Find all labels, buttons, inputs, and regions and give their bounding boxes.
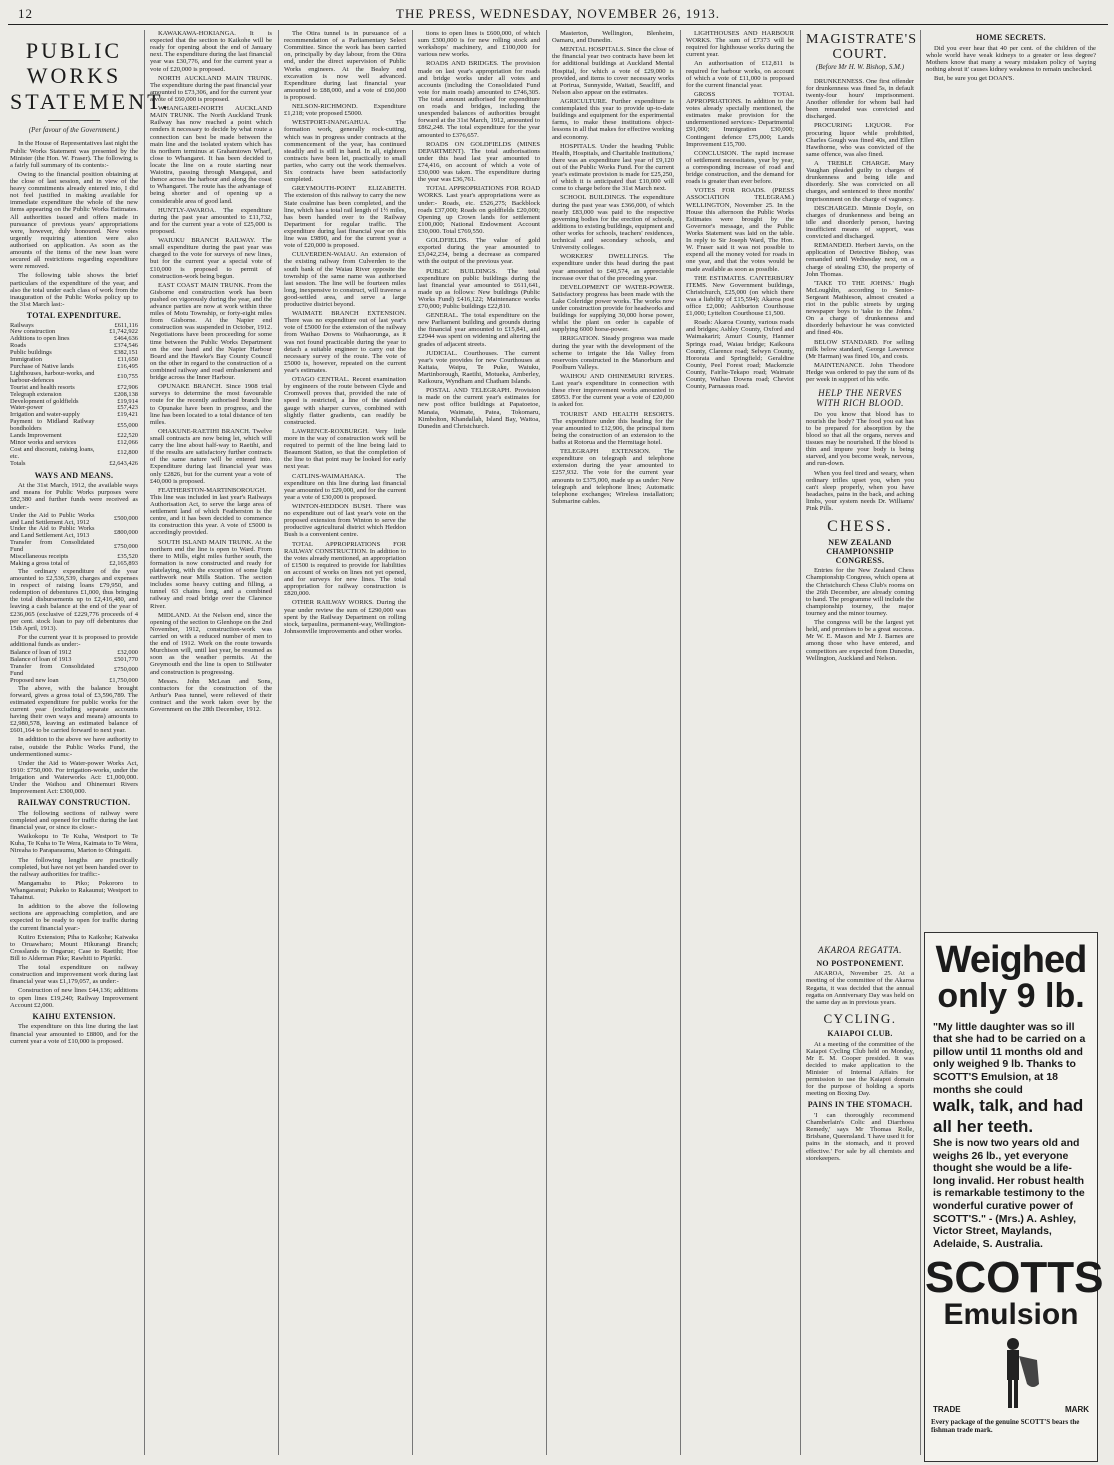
expenditure-table bbox=[10, 323, 138, 468]
paragraph: OTHER RAILWAY WORKS. During the year under review the sum of £290,000 was spent by the Railway Department on rolling stock, tarpaulins, permanent-way, Wellington-Johnsonville improvements and other works. bbox=[284, 599, 406, 635]
section-heading: HOME SECRETS. bbox=[976, 33, 1046, 42]
funds-table bbox=[10, 650, 138, 685]
paragraph: IRRIGATION. Steady progress was made during the year with the development of the scheme to irrigate the Ida Valley from reservoirs constructed in the Manorburn and Poolburn Valleys. bbox=[552, 335, 674, 371]
paragraph: CATLINS-WAIMAHAKA. The expenditure on this line during last financial year amounted to £29,000, and for the current year a vote of £30,000 is proposed. bbox=[284, 472, 406, 501]
ad-headline: Weighed bbox=[935, 939, 1087, 981]
table-row bbox=[10, 540, 138, 554]
paragraph: WORKERS' DWELLINGS. The expenditure under this head during the past year amounted to £40,574, an appreciable increase over that of the preceding year. bbox=[552, 253, 674, 282]
paragraph: HUNTLY-AWAROA. The expenditure during the past year amounted to £11,732, and for the current year a vote of £25,000 is proposed. bbox=[150, 206, 272, 235]
table-row bbox=[10, 678, 138, 685]
row-value: £16,495 bbox=[117, 363, 138, 371]
section-subheading: NEW ZEALAND CHAMPIONSHIP CONGRESS. bbox=[826, 538, 894, 565]
row-label: Development of goldfields bbox=[10, 397, 79, 405]
row-label: Lighthouses, harbour-works, and harbour-defences bbox=[10, 369, 95, 384]
row-value: £611,116 bbox=[114, 321, 138, 329]
row-value: £208,138 bbox=[114, 390, 138, 398]
paragraph: BELOW STANDARD. For selling milk below standard, George Lawrence (Mr Harman) was fined 10s, and costs. bbox=[806, 338, 914, 360]
paragraph: Roads: Akaroa County, various roads and bridges; Ashley County, Oxford and Waimakariri; Amuri County, Hanmer Springs road, Waiau bridge; Kaikoura County, Clarence road; Selwyn County, Hororata and Springfield; Geraldine County, Peel Forest road; Mackenzie County, Fairlie-Tekapo road; Waimate County, Waihao Downs road; Cheviot County, Parnassus road. bbox=[686, 319, 794, 391]
row-value: £12,066 bbox=[117, 438, 138, 446]
row-label: New construction bbox=[10, 328, 56, 336]
section-subheading: KAIAPOI CLUB. bbox=[827, 1028, 893, 1038]
section-heading: PAINS IN THE STOMACH. bbox=[807, 1100, 913, 1110]
paragraph: LAWRENCE-ROXBURGH. Very little more in the way of construction work will be required to permit of the line being laid to Beaumont Station, so that the completion of the line to that point may be looked for early next year. bbox=[284, 427, 406, 471]
paragraph: WAIMATE BRANCH EXTENSION. There was no expenditure out of last year's vote of £5000 for the extension of the railway from Waihao Downs to Waihaorunga, as it was not found practicable during the year to detach a suitable engineer to carry out the necessary survey of the route. The vote of £5000 is, however, repeated on the current year's estimates. bbox=[284, 310, 406, 375]
column-rule bbox=[412, 30, 413, 1455]
row-value: £32,000 bbox=[117, 649, 138, 657]
paragraph: GOLDFIELDS. The value of gold exported during the year amounted to £3,042,234, being a decrease as compared with the output of the previous year. bbox=[418, 237, 540, 266]
paragraph: DEVELOPMENT OF WATER-POWER. Satisfactory progress has been made with the Lake Coleridge power works. The works now under construction provide for headworks and buildings for supplying 30,000 horse power, whilst the plant on order is capable of supplying 6000 horse-power. bbox=[552, 283, 674, 334]
row-label: Under the Aid to Public Works and Land Settlement Act, 1912 bbox=[10, 511, 95, 526]
paragraph: Messrs. John McLean and Sons, contractors for the construction of the Arthur's Pass tunnel, were relieved of their contract and the work taken over by the Government on the 28th December, 1912. bbox=[150, 677, 272, 714]
paragraph: WAIHOU AND OHINEMURI RIVERS. Last year's expenditure in connection with these river improvement works amounted to £8953. For the current year a vote of £20,000 is asked for. bbox=[552, 373, 674, 409]
paragraph: tions to open lines is £600,000, of which sum £300,000 is for new rolling stock and workshops' machinery, and £100,000 for various new works. bbox=[418, 30, 540, 59]
paragraph: GREYMOUTH-POINT ELIZABETH. The extension of this railway to carry the new State coalmine has been completed, and the line, which has a total rail length of 1½ miles, has been handed over to the Railway Department for regular traffic. The expenditure during last financial year on this line was £9890, and for the current year a vote of £20,000 is proposed. bbox=[284, 185, 406, 250]
paragraph: Did you ever hear that 40 per cent. of the children of the whole world have weak kidneys to a greater or less degree? Mothers know that many a weary mistaken policy of 'saying nothing about it' causes kidney weakness to remain unchecked. bbox=[926, 44, 1096, 73]
mark-label: MARK bbox=[1065, 1405, 1089, 1415]
row-value: £55,000 bbox=[117, 421, 138, 429]
row-label: Proposed new loan bbox=[10, 676, 59, 684]
ad-subheadline: only 9 lb. bbox=[937, 977, 1085, 1015]
row-value: £374,546 bbox=[114, 342, 138, 350]
row-label: Telegraph extension bbox=[10, 390, 62, 398]
page-number: 12 bbox=[18, 6, 33, 21]
paragraph: TOTAL APPROPRIATIONS FOR RAILWAY CONSTRUCTION. In addition to the votes already mentioned, an appropriation of £1500 is required to provide for liabilities on account of works on lines not yet opened, and for surveys for new lines. The total appropriation for railway construction is £820,000. bbox=[284, 540, 406, 598]
paragraph: WINTON-HEDDON BUSH. There was no expenditure out of last year's vote on the proposed extension from Winton to serve the productive agricultural district which Heddon Bush is a convenient centre. bbox=[284, 503, 406, 539]
row-label: Miscellaneous receipts bbox=[10, 553, 69, 561]
column-rule bbox=[800, 30, 801, 1455]
row-value: £500,000 bbox=[114, 515, 138, 523]
row-label: Roads bbox=[10, 342, 26, 350]
section-headline: AKAROA REGATTA. bbox=[818, 945, 902, 955]
column-7 bbox=[806, 30, 917, 930]
masthead bbox=[8, 4, 1108, 25]
article-headline: PUBLIC WORKS STATEMENT. bbox=[10, 38, 171, 114]
row-value: £1,750,000 bbox=[109, 676, 138, 684]
column-5 bbox=[552, 30, 674, 1455]
paragraph: WESTPORT-INANGAHUA. The formation work, generally rock-cutting, which was in progress under contracts at the commencement of the year, has continued steadily and is still in hand. In all, eighteen contracts have been let, practically to small parties, who carry out the work themselves. Six contracts have been satisfactorily completed. bbox=[284, 119, 406, 184]
paragraph: NELSON-RICHMOND. Expenditure £1,218; vote proposed £5000. bbox=[284, 103, 406, 118]
paragraph: DRUNKENNESS. One first offender for drunkenness was fined 5s, in default twenty-four hours' imprisonment. Another offender for whom bail had been remanded was convicted and discharged. bbox=[806, 77, 914, 121]
ad-trademark bbox=[925, 1330, 1097, 1414]
row-value: £382,151 bbox=[114, 349, 138, 357]
paragraph: CONCLUSION. The rapid increase of settlement necessitates, year by year, a corresponding increase of road and bridge construction, and the demand for roads is greater than ever before. bbox=[686, 149, 794, 186]
row-value: £1,742,922 bbox=[109, 328, 138, 336]
paragraph: But, be sure you get DOAN'S. bbox=[934, 75, 1015, 83]
row-label: Making a gross total of bbox=[10, 560, 70, 568]
column-8 bbox=[926, 30, 1096, 920]
row-label: Lands Improvement bbox=[10, 432, 62, 440]
table-row bbox=[10, 371, 138, 385]
row-value: £501,770 bbox=[114, 656, 138, 664]
paragraph: EAST COAST MAIN TRUNK. From the Gisborne end construction work has been pushed on vigorously during the year, and the advance parties are now at work within three miles of Motu Township, or forty-eight miles from Gisborne. At the Napier end construction was suspended in October, 1912. Negotiations have been proceeding for some time between the Public Works Department on the one hand and the Napier Harbour Board and the Hawke's Bay County Council on the other in regard to the construction of a combined railway and road embankment and bridge across the Inner Harbour. bbox=[150, 281, 272, 382]
paragraph: PUBLIC BUILDINGS. The total expenditure on public buildings during the last financial year amounted to £611,641, made up as follows: New buildings (Public Works Fund) £416,122; Maintenance works £70,000; Public buildings £22,810. bbox=[418, 267, 540, 311]
column-7-lower bbox=[806, 940, 914, 1455]
row-label: Transfer from Consolidated Fund bbox=[10, 662, 95, 677]
row-label: Minor works and services bbox=[10, 438, 77, 446]
column-6 bbox=[686, 30, 794, 1455]
paragraph: NORTH AUCKLAND MAIN TRUNK. The expenditure during the past financial year amounted to £73,306, and for the current year a vote of £60,000 is proposed. bbox=[150, 74, 272, 103]
ad-body bbox=[925, 1015, 1097, 1257]
paragraph: The Otira tunnel is in pursuance of a recommendation of a Parliamentary Select Committee. Since the work has been carried on, principally by day labour, from the Otira end, under the direct supervision of Public Works engineers. At the Bealey end excavation is now well advanced. Expenditure during last financial year amounted to £88,000, and a vote of £60,000 is proposed. bbox=[284, 30, 406, 101]
row-value: £11,650 bbox=[117, 356, 138, 364]
row-label: Purchase of Native lands bbox=[10, 363, 74, 371]
paragraph: LIGHTHOUSES AND HARBOUR WORKS. The sum of £7373 will be required for lighthouse works during the current year. bbox=[686, 30, 794, 59]
paragraph: The following lengths are practically completed, but have not yet been handed over to the railway authorities for traffic:- bbox=[10, 856, 138, 878]
paragraph: OPUNAKE BRANCH. Since 1908 trial surveys to determine the most favourable route for the recently authorised branch line to Opunake have been in progress, and the line has been located to a total distance of ten miles. bbox=[150, 383, 272, 426]
paragraph: The following sections of railway were completed and opened for traffic during the last financial year, or since its close:- bbox=[10, 809, 138, 832]
column-rule bbox=[680, 30, 681, 1455]
ad-brand: SCOTTS bbox=[925, 1253, 1104, 1303]
row-value: £19,421 bbox=[117, 411, 138, 419]
paragraph: VOTES FOR ROADS. (PRESS ASSOCIATION TELEGRAM.) WELLINGTON, November 25. In the House this afternoon the Public Works Estimates were brought by the Governor's message, and the Public Works Statement was laid on the table. In reply to Sir Joseph Ward, The Hon. W. Fraser said it was not possible to expend all the money voted for roads in one year, and that the votes would be made available as soon as possible. bbox=[686, 187, 794, 273]
paragraph: At a meeting of the committee of the Kaiapoi Cycling Club held on Monday, Mr E. M. Cooper presided. It was decided to make application to the Minister of Internal Affairs for permission to use the Kaiapoi domain for the purpose of holding a sports meeting on Boxing Day. bbox=[806, 1040, 914, 1098]
column-3 bbox=[284, 30, 406, 1455]
paragraph: An authorisation of £12,811 is required for harbour works, on account of which a vote of £11,000 is proposed for the current financial year. bbox=[686, 60, 794, 89]
paragraph: WAIUKU BRANCH RAILWAY. The small expenditure during the past year was charged to the vote for surveys of new lines, but for the current year a special vote of £10,000 is proposed to permit of construction-work being begun. bbox=[150, 237, 272, 280]
paragraph: MIDLAND. At the Nelson end, since the opening of the section to Glenhope on the 2nd November, 1912, construction-work was carried on with a reduced number of men to the end of 1912. Work on the route towards Murchison will, until last year, be resumed as soon as the weather permits. At the Greymouth end the line is open to Stillwater and construction is progressing. bbox=[150, 611, 272, 676]
ad-highlight: walk, talk, and had all her teeth. bbox=[933, 1096, 1084, 1136]
section-byline: (Before Mr H. W. Bishop, S.M.) bbox=[815, 63, 905, 72]
column-2 bbox=[150, 30, 272, 1455]
row-value: £12,800 bbox=[117, 449, 138, 457]
paragraph: The above, with the balance brought forward, gives a gross total of £3,596,789. The estimated expenditure for public works for the current year (excluding separate accounts having their own ways and means) amounts to £2,980,578, leaving an estimated balance of £601,164 to be carried forward to next year. bbox=[10, 684, 138, 735]
fishman-icon bbox=[983, 1334, 1043, 1414]
row-value: £35,520 bbox=[117, 553, 138, 561]
paragraph: Entries for the New Zealand Chess Championship Congress, which opens at the Christchurch Chess Club's rooms on the 26th December, are already coming to hand. The programme will include the championship tourney, the major tourney and the minor tourney. bbox=[806, 567, 914, 618]
row-label: Balance of loan of 1912 bbox=[10, 649, 72, 657]
paragraph: In addition to the above the following sections are approaching completion, and are expected to be ready to open for traffic during the current financial year:- bbox=[10, 903, 138, 932]
row-value: £10,755 bbox=[117, 373, 138, 381]
paragraph: POSTAL AND TELEGRAPH. Provision is made on the current year's estimates for new post office buildings at Papatoetoe, Manaia, Waimate, Patea, Tokomaru, Kimbolton, Khandallah, Island Bay, Waitoa, Dunedin and Christchurch. bbox=[418, 387, 540, 430]
section-subheading: NO POSTPONEMENT. bbox=[816, 958, 904, 968]
row-value: £800,000 bbox=[114, 528, 138, 536]
paragraph: FEATHERSTON-MARTINBOROUGH. This line was included in last year's Railways Authorisation Act, to serve the large area of settlement land of which Featherston is the centre, and it has been decided to commence its construction this year. A vote of £5000 is accordingly provided. bbox=[150, 486, 272, 537]
row-label: Additions to open lines bbox=[10, 335, 70, 343]
row-label: Balance of loan of 1913 bbox=[10, 656, 72, 664]
table-row bbox=[10, 513, 138, 527]
paragraph: At the 31st March, 1912, the available ways and means for Public Works purposes were £82,380 and further funds were received as under:- bbox=[10, 482, 138, 511]
row-value: £19,914 bbox=[117, 397, 138, 405]
row-value: £2,165,893 bbox=[109, 560, 138, 568]
paragraph: PROCURING LIQUOR. For procuring liquor while prohibited, Charles Gough was fined 40s, and Ellen Hawthorne, who was convicted of the same offence, was also fined. bbox=[806, 122, 914, 158]
trade-label: TRADE bbox=[933, 1405, 961, 1415]
row-label: Water-power bbox=[10, 404, 44, 412]
section-heading: WAYS AND MEANS. bbox=[34, 470, 114, 480]
paragraph: In the House of Representatives last night the Public Works Statement was presented by the Minister (the Hon. W. Fraser). The following is a fairly full summary of its contents:- bbox=[10, 140, 138, 169]
row-value: £750,000 bbox=[114, 542, 138, 550]
paragraph: Under the Aid to Water-power Works Act, 1910: £750,000. For irrigation-works, under the Irrigation and Waterworks Act: £1,000,000. Under the Waihou and Ohinemuri Rivers Improvement Act: £300,000. bbox=[10, 759, 138, 796]
section-headline: HELP THE NERVES WITH RICH BLOOD. bbox=[816, 388, 904, 408]
table-row bbox=[10, 419, 138, 433]
paragraph: KAWAKAWA-HOKIANGA. It is expected that the section to Kaikohe will be ready for opening about the end of January next. The expenditure during the last financial year was £30,776, and for the current year a vote of £20,000 is proposed. bbox=[150, 30, 272, 73]
paragraph: TELEGRAPH EXTENSION. The expenditure on telegraph and telephone extension during the year amounted to £257,932. The vote for the current year amounts to £375,000, made up as under: New telegraph and telephone lines; Automatic telephone exchanges; Wireless installation; Submarine cables. bbox=[552, 448, 674, 505]
page-title: THE PRESS, WEDNESDAY, NOVEMBER 26, 1913. bbox=[396, 6, 720, 21]
table-row bbox=[10, 664, 138, 678]
paragraph: Kuiiro Extension; Piha to Kaikohe; Kaiwaka to Oruawharo; Mount Hikurangi Branch; Crosslands to Ongarue; Case to Raetihi; Hoe Bill to Alderman Pike; Rawhiti to Pipiriki. bbox=[10, 933, 138, 962]
ways-table bbox=[10, 513, 138, 568]
paragraph: The ordinary expenditure of the year amounted to £2,536,539, charges and expenses in respect of raising loans £79,950, and redemption of debentures £1,000, thus bringing the total disbursements up to £2,416,480, and leaving a cash balance at the end of the year of £236,065 (exclusive of £229,776 proceeds of 4 per cent. stock loan to pay off debentures due 15th April, 1913). bbox=[10, 567, 138, 632]
row-value: £22,520 bbox=[117, 432, 138, 440]
table-row bbox=[10, 561, 138, 568]
row-value: £57,423 bbox=[117, 404, 138, 412]
paragraph: Do you know that blood has to nourish the body? The food you eat has to be prepared for absorption by the blood so that all the organs, nerves and tissues may be nourished. If the blood is thin and impure your body is being starved, and you become weak, nervous, and run-down. bbox=[806, 410, 914, 468]
row-label: Irrigation and water-supply bbox=[10, 411, 80, 419]
column-1 bbox=[10, 30, 171, 1455]
row-label: Railways bbox=[10, 321, 34, 329]
row-label: Totals bbox=[10, 459, 26, 467]
row-label: Immigration bbox=[10, 356, 42, 364]
row-label: Transfer from Consolidated Fund bbox=[10, 539, 95, 554]
paragraph: MENTAL HOSPITALS. Since the close of the financial year two contracts have been let for additional buildings at Auckland Mental Hospital, for which a vote of £29,000 is provided, and items to cover necessary works at Porirua, Sunnyside, Waitati, Seacliff, and Nelson also appear on the estimates. bbox=[552, 46, 674, 96]
paragraph: Mangamahu to Piko; Pokororo to Whangaranui; Pukeko to Rakaunui; Westport to Tahainui. bbox=[10, 879, 138, 902]
article-byline: (Per favour of the Government.) bbox=[28, 125, 120, 134]
column-rule bbox=[278, 30, 279, 1455]
paragraph: Masterton, Wellington, Blenheim, Oamaru, and Dunedin. bbox=[552, 30, 674, 45]
section-headline: CYCLING. bbox=[823, 1010, 897, 1026]
paragraph: SCHOOL BUILDINGS. The expenditure during the past year was £366,000, of which nearly £83,000 was paid to the respective governing bodies for the erection of schools, additions to existing buildings, equipment and other works for schools, teachers' residences, technical and secondary schools, and University colleges. bbox=[552, 194, 674, 252]
column-rule bbox=[144, 30, 145, 1455]
paragraph: For the current year it is proposed to provide additional funds as under:- bbox=[10, 633, 138, 649]
column-rule bbox=[546, 30, 547, 1455]
scotts-emulsion-ad bbox=[924, 932, 1104, 1462]
row-label: Payment to Midland Railway bondholders bbox=[10, 418, 95, 433]
ad-brand-sub: Emulsion bbox=[943, 1298, 1079, 1332]
paragraph: MAINTENANCE. John Theodore Hedge was ordered to pay the sum of 8s per week in support of his wife. bbox=[806, 361, 914, 384]
row-label: Public buildings bbox=[10, 349, 52, 357]
row-label: Tourist and health resorts bbox=[10, 383, 75, 391]
paragraph: In addition to the above we have authority to raise, outside the Public Works Fund, the undermentioned sums:- bbox=[10, 736, 138, 758]
paragraph: When you feel tired and weary, when ordinary trifles upset you, when you can't sleep properly, when you have headaches, pains in the back, and aching limbs, your system needs Dr. Williams' Pink Pills. bbox=[806, 469, 914, 513]
paragraph: ROADS AND BRIDGES. The provision made on last year's appropriation for roads and bridge works under all votes and accounts (including the Consolidated Fund vote for main roads) amounted to £746,305. The total amount authorised for expenditure on roads and bridges, including the unexpended balances of authorities brought forward at the 31st March, 1912, amounted to £862,248. The total expenditure for the year amounted to £376,657. bbox=[418, 60, 540, 139]
paragraph: 'I can thoroughly recommend Chamberlain's Colic and Diarrhoea Remedy,' says Mr Thomas Rolle, Brisbane, Queensland. 'I have used it for pains in the stomach, and it proved effective.' For sale by all chemists and storekeepers. bbox=[806, 1112, 914, 1162]
paragraph: Owing to the financial position obtaining at the close of last session, and in view of the heavy commitments already entered into, I did not feel justified in making available for immediate expenditure the whole of the new items appearing on the Public Works Estimates. All authorities issued and offers made in pursuance of previous years' appropriations were, however, duly honoured. New votes urgently requiring attention were also authorised on application. As soon as the amounts of the items of the new loan were secured all restrictions regarding expenditure were removed. bbox=[10, 170, 138, 271]
row-value: £72,906 bbox=[117, 383, 138, 391]
paragraph: The expenditure on this line during the last financial year amounted to £8800, and for the current year a vote of £10,000 is proposed. bbox=[10, 1023, 138, 1045]
paragraph: 'TAKE TO THE JOHNS.' Hugh McLoughlin, according to Senior-Sergeant Mathieson, almost created a riot in the public streets by urging newspaper boys to 'take to the Johns.' On a charge of drunkenness and disorderly behaviour he was convicted and fined 40s. bbox=[806, 279, 914, 337]
paragraph: A TREBLE CHARGE. Mary Vaughan pleaded guilty to charges of drunkenness and being idle and disorderly. She was convicted on all charges, and sentenced to three months' imprisonment on the charge of vagrancy. bbox=[806, 159, 914, 203]
paragraph: TOURIST AND HEALTH RESORTS. The expenditure under this heading for the year amounted to £12,906, the principal item being the construction of an extension to the baths at Rotorua and the Hermitage hotel. bbox=[552, 410, 674, 447]
paragraph: DISCHARGED. Minnie Doyle, on charges of drunkenness and being an idle and disorderly person, having insufficient means of support, was convicted and discharged. bbox=[806, 204, 914, 241]
row-value: £750,000 bbox=[114, 666, 138, 674]
column-rule bbox=[920, 30, 921, 1455]
section-headline: CHESS. bbox=[827, 518, 893, 536]
paragraph: The congress will be the largest yet held, and promises to be a great success. Mr W. E. Mason and Mr J. Barnes are among those who have entered, and competitors are expected from Dunedin, Wellington, Auckland and Nelson. bbox=[806, 619, 914, 662]
table-row bbox=[10, 447, 138, 461]
paragraph: WHANGAREI-NORTH AUCKLAND MAIN TRUNK. The North Auckland Trunk Railway has now reached a point which renders it necessary to decide by what route a connection can best be made between the main line and the isolated system which has its northern terminus at Grahamtown Wharf, close to Whangarei. It has been decided to locate the line on a route starting near Waiotira, passing through Mangapai, and thence across the harbour and along the coast to Whangarei. The route has the advantage of being shorter and of opening up a considerable area of good land. bbox=[150, 105, 272, 205]
paragraph: The total expenditure on railway construction and improvement work during last financial year was £1,179,057, as under:- bbox=[10, 964, 138, 986]
row-value: £464,636 bbox=[114, 335, 138, 343]
paragraph: HOSPITALS. Under the heading 'Public Health, Hospitals, and Charitable Institutions,' there was an expenditure last year of £9,120 out of the Public Works Fund. For the current year's estimate provision is made for £25,250, of which it is anticipated that £10,000 will come to charge before the 31st March next. bbox=[552, 142, 674, 193]
paragraph: The following table shows the brief particulars of the expenditure of the year, and also the total under each class of work from the inauguration of the Public Works policy up to the 31st March last:- bbox=[10, 272, 138, 308]
table-row bbox=[10, 526, 138, 540]
column-4 bbox=[418, 30, 540, 1455]
paragraph: TOTAL APPROPRIATIONS FOR ROAD WORKS. Last year's appropriations were as under:- Roads, etc. £526,275; Backblock roads £37,000; Roads on goldfields £20,000; Opening up Crown lands for settlement £100,000; National Endowment Account £30,000. Total £769,550. bbox=[418, 185, 540, 235]
row-value: £2,643,426 bbox=[109, 459, 138, 467]
ad-testimonial: She is now two years old and weighs 26 lb., yet everyone thought she would be a life-long invalid. Her robust health is remarkable testimony to the wonderful curative power of SCOTT'S." - (Mrs.) A. Ashley, Victor Street, Maylands, Adelaide, S. Australia. bbox=[933, 1137, 1085, 1250]
row-label: Under the Aid to Public Works and Land Settlement Act, 1913 bbox=[10, 525, 95, 540]
ad-footer: Every package of the genuine SCOTT'S bears the fishman trade mark. bbox=[931, 1418, 1080, 1435]
paragraph: GENERAL. The total expenditure on the new Parliament building and grounds during the financial year amounted to £15,841, and £2944 was spent on widening and altering the grades of adjacent streets. bbox=[418, 312, 540, 348]
paragraph: AKAROA, November 25. At a meeting of the committee of the Akaroa Regatta, it was decided that the annual regatta on Anniversary Day was held on the same day as in previous years. bbox=[806, 970, 914, 1006]
paragraph: OTAGO CENTRAL. Recent examination by engineers of the route between Clyde and Cromwell proves that, provided the rate of speed is restricted, a line of the standard gauge with sharper curves, combined with slightly flatter gradients, can readily be constructed. bbox=[284, 376, 406, 426]
section-headline: MAGISTRATE'S COURT. bbox=[806, 32, 917, 63]
paragraph: SOUTH ISLAND MAIN TRUNK. At the northern end the line is open to Ward. From there to Mills, eight miles further south, the formation is now constructed and ready for platelaying, with the exception of some light earthwork near Mills Station. The section includes some heavy cutting and filling, a tunnel 63 chains long, and a combined railway and road bridge over the Clarence River. bbox=[150, 538, 272, 610]
paragraph: AGRICULTURE. Further expenditure is contemplated this year to provide up-to-date buildings and equipment for the experimental farms, to make these institutions object-lessons in all that makes for effective working and economy. bbox=[552, 97, 674, 141]
paragraph: REMANDED. Herbert Jarvis, on the application of Detective Bishop, was remanded until Wednesday next, on a charge of stealing £30, the property of John Thomas. bbox=[806, 242, 914, 278]
paragraph: ROADS ON GOLDFIELDS (MINES DEPARTMENT). The total authorisations under this head last year amounted to £74,416, on account of which a vote of £30,000 was taken. The expenditure during the year was £36,761. bbox=[418, 140, 540, 184]
paragraph: Construction of new lines £44,136; additions to open lines £19,240; Railway Improvement Account £2,000. bbox=[10, 987, 138, 1009]
paragraph: Waikokopu to Te Kuha, Westport to Te Kuha, Te Kuha to Te Wera, Kaimata to Te Wera, Nireaha to Paraparaumu, Marton to Ohingaiti. bbox=[10, 833, 138, 855]
row-label: Cost and discount, raising loans, etc. bbox=[10, 445, 95, 460]
table-heading: TOTAL EXPENDITURE. bbox=[26, 310, 122, 320]
paragraph: THE ESTIMATES. CANTERBURY ITEMS. New Government buildings, Christchurch, £25,000 (on which there was a liability of £15,594); Akaroa post office £2,000; Ashburton Courthouse £1,000; Lyttelton Courthouse £1,500. bbox=[686, 274, 794, 318]
divider bbox=[48, 120, 99, 121]
paragraph: GROSS TOTAL APPROPRIATIONS. In addition to the votes already specially mentioned, the estimates make provision for the undermentioned services:- Departmental £91,000; Immigration £30,000; Contingent defence £75,000; Lands Improvement £15,700. bbox=[686, 90, 794, 148]
section-heading: RAILWAY CONSTRUCTION. bbox=[17, 798, 131, 808]
ad-quote: "My little daughter was so ill that she had to be carried on a pillow until 11 months old and only weighed 9 lb. Thanks to SCOTT'S Emulsion, at 18 months she could bbox=[933, 1020, 1086, 1096]
paragraph: CULVERDEN-WAIAU. An extension of the existing railway from Culverden to the south bank of the Waiau River opposite the township of the same name was authorised last session. The line will be fourteen miles long, inexpensive to construct, will traverse a good-settled area, and serve a large productive district beyond. bbox=[284, 251, 406, 309]
paragraph: OHAKUNE-RAETIHI BRANCH. Twelve small contracts are now being let, which will carry the line about half-way to Raetihi, and if the results are satisfactory further contracts of the same nature will be entered into. Expenditure during last financial year was only £2826, but for the current year a vote of £40,000 is proposed. bbox=[150, 427, 272, 485]
paragraph: JUDICIAL. Courthouses. The current year's vote provides for new Courthouses at Kaitaia, Waipu, Te Puke, Waiuku, Martinborough, Raetihi, Motueka, Amberley, Kaikoura, Wyndham and Chatham Islands. bbox=[418, 349, 540, 386]
section-heading: KAIHU EXTENSION. bbox=[32, 1011, 116, 1021]
table-row bbox=[10, 461, 138, 468]
